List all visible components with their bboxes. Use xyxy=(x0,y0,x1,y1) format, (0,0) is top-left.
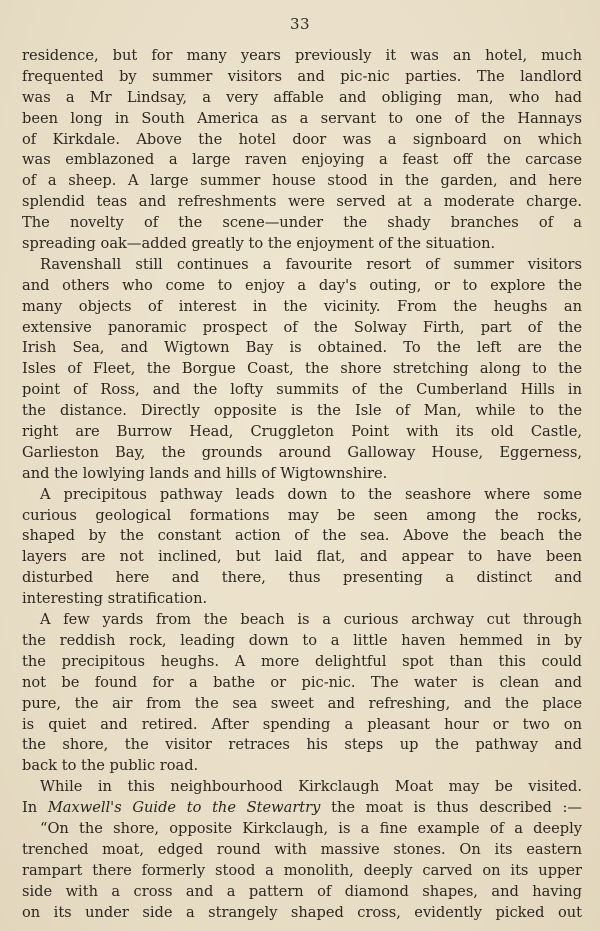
text-line: residence, but for many years previously it was an hotel, much xyxy=(22,47,582,64)
text-line: splendid teas and refreshments were served at a moderate charge. xyxy=(22,193,582,211)
text-line: Garlieston Bay, the grounds around Galloway House, Eggerness, xyxy=(22,443,582,461)
text-line: pure, the air from the sea sweet and refreshing, and the place xyxy=(22,694,582,712)
text-line: back to the public road. xyxy=(22,757,199,775)
text-line: and the lowlying lands and hills of Wigtownshire. xyxy=(22,464,388,482)
text-line: of Kirkdale. Above the hotel door was a signboard on which xyxy=(22,130,582,148)
text-line: layers are not inclined, but laid flat, and appear to have been xyxy=(22,548,582,566)
text-line: was a Mr Lindsay, a very affable and obliging man, who had xyxy=(22,88,582,106)
text-line: A precipitous pathway leads down to the seashore where some xyxy=(40,485,582,503)
text-line: point of Ross, and the lofty summits of the Cumberland Hills in xyxy=(22,381,582,399)
text-line: Isles of Fleet, the Borgue Coast, the shore stretching along to the xyxy=(22,360,582,378)
text-line: not be found for a bathe or pic-nic. The water is clean and xyxy=(22,673,582,691)
text-line: many objects of interest in the vicinity. From the heughs an xyxy=(22,297,582,315)
text-line: of a sheep. A large summer house stood in the garden, and here xyxy=(22,172,582,190)
text-run: In xyxy=(22,799,48,817)
body-text xyxy=(22,46,582,923)
text-line: disturbed here and there, thus presenting a distinct and xyxy=(22,569,582,587)
text-line: While in this neighbourhood Kirkclaugh Moat may be visited. xyxy=(40,778,582,796)
text-line: is quiet and retired. After spending a pleasant hour or two on xyxy=(22,715,582,733)
text-line: on its under side a strangely shaped cross, evidently picked out xyxy=(22,903,582,921)
text-line: rampart there formerly stood a monolith, deeply carved on its upper xyxy=(22,861,582,879)
text-line: was emblazoned a large raven enjoying a feast off the carcase xyxy=(22,151,582,169)
text-line: the reddish rock, leading down to a little haven hemmed in by xyxy=(22,631,582,649)
text-line: the shore, the visitor retraces his steps up the pathway and xyxy=(22,736,582,754)
text-line: Ravenshall still continues a favourite resort of summer visitors xyxy=(40,255,582,273)
text-line: right are Burrow Head, Cruggleton Point with its old Castle, xyxy=(22,423,582,441)
text-run: the moat is thus described :— xyxy=(320,799,582,817)
text-line xyxy=(22,798,582,819)
text-line: curious geological formations may be seen among the rocks, xyxy=(22,506,582,524)
text-line: been long in South America as a servant to one of the Hannays xyxy=(22,109,582,127)
text-line: frequented by summer visitors and pic-nic parties. The landlord xyxy=(22,67,582,85)
book-title-italic: Maxwell's Guide to the Stewartry xyxy=(47,799,321,817)
text-line: extensive panoramic prospect of the Solway Firth, part of the xyxy=(22,318,582,336)
text-line: side with a cross and a pattern of diamond shapes, and having xyxy=(22,882,582,900)
text-line: the precipitous heughs. A more delightful spot than this could xyxy=(22,652,582,670)
text-line: spreading oak—added greatly to the enjoyment of the situation. xyxy=(22,235,496,253)
text-line: Irish Sea, and Wigtown Bay is obtained. To the left are the xyxy=(22,339,582,357)
text-line: the distance. Directly opposite is the Isle of Man, while to the xyxy=(22,402,582,420)
text-line: The novelty of the scene—under the shady branches of a xyxy=(22,214,582,232)
text-line: A few yards from the beach is a curious archway cut through xyxy=(40,611,582,629)
text-line: interesting stratification. xyxy=(22,590,208,608)
text-line: “On the shore, opposite Kirkclaugh, is a fine example of a deeply xyxy=(40,819,582,837)
text-line: and others who come to enjoy a day's outing, or to explore the xyxy=(22,276,582,294)
text-line: trenched moat, edged round with massive stones. On its eastern xyxy=(22,840,582,858)
text-line: shaped by the constant action of the sea. Above the beach the xyxy=(22,527,582,545)
page-number: 33 xyxy=(289,15,311,33)
